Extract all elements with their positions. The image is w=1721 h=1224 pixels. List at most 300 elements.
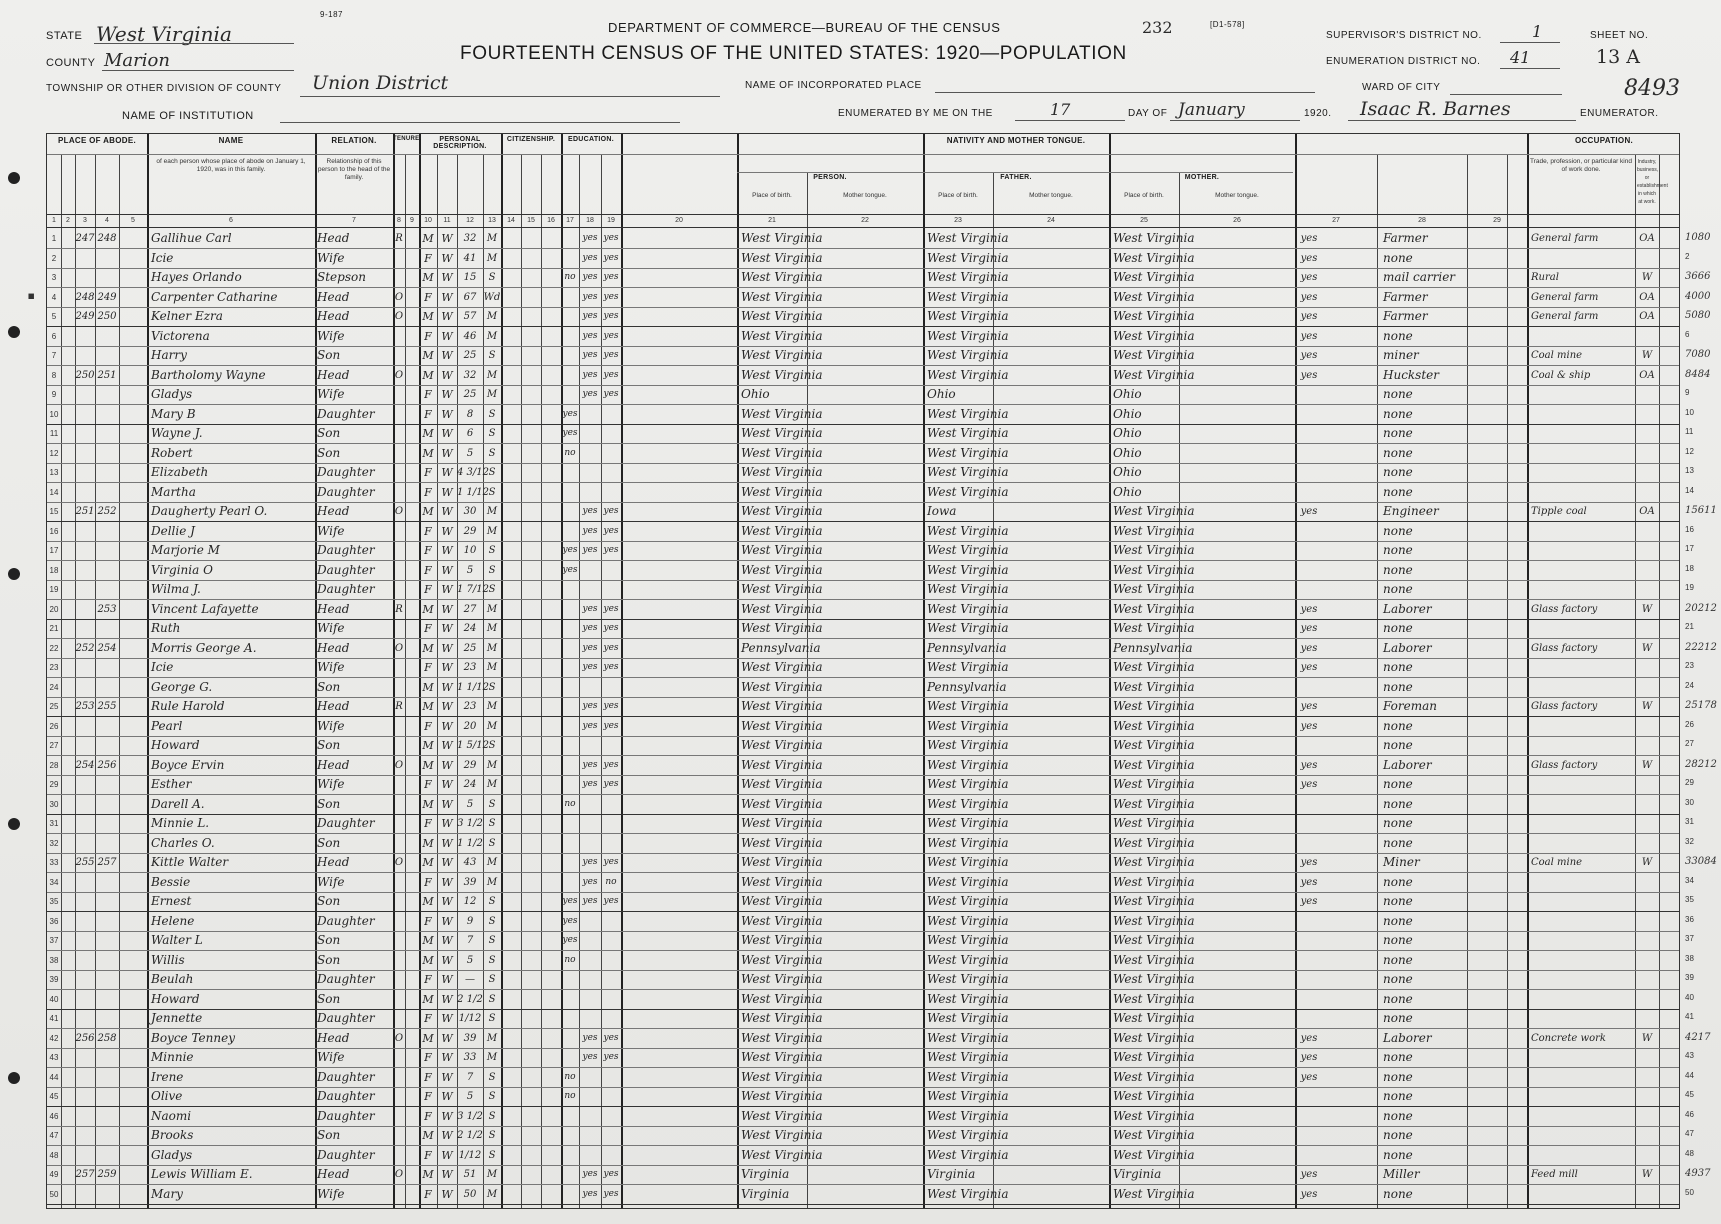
can-write: yes bbox=[603, 623, 619, 633]
age: 27 bbox=[463, 603, 477, 615]
marital-status: S bbox=[488, 545, 496, 556]
line-number: 50 bbox=[49, 1189, 59, 1199]
line-number: 39 bbox=[49, 975, 59, 984]
birthplace: West Virginia bbox=[741, 699, 823, 713]
mother-birthplace: West Virginia bbox=[1113, 913, 1195, 928]
person-name: Darell A. bbox=[151, 796, 205, 811]
sex: M bbox=[422, 856, 434, 869]
line-number: 35 bbox=[49, 897, 59, 906]
age: 1/12 bbox=[458, 1149, 482, 1161]
father-birthplace: West Virginia bbox=[927, 1128, 1009, 1142]
column-number: 7 bbox=[352, 217, 356, 224]
township-value: Union District bbox=[312, 72, 449, 94]
sex: F bbox=[424, 719, 432, 733]
family-number: 259 bbox=[97, 1169, 117, 1180]
sex: F bbox=[424, 778, 432, 791]
marital-status: M bbox=[486, 233, 498, 244]
table-row bbox=[47, 678, 1679, 697]
speaks-english: yes bbox=[1300, 1032, 1318, 1044]
binder-hole bbox=[8, 172, 20, 184]
stamp-number: 232 bbox=[1142, 18, 1173, 37]
age: 1 1/2 bbox=[457, 837, 483, 849]
column-number: 16 bbox=[547, 217, 555, 224]
age: 23 bbox=[463, 662, 477, 673]
margin-note: ▪ bbox=[24, 292, 37, 300]
line-number-right: 30 bbox=[1685, 797, 1694, 807]
father-birthplace: West Virginia bbox=[927, 972, 1009, 986]
mother-birthplace: West Virginia bbox=[1113, 309, 1195, 323]
age: — bbox=[465, 974, 475, 985]
race: W bbox=[441, 797, 453, 811]
can-write: yes bbox=[603, 779, 619, 789]
age: 5 bbox=[466, 564, 474, 576]
marital-status: S bbox=[488, 993, 496, 1005]
table-row bbox=[47, 1009, 1679, 1028]
line-number-right: 12 bbox=[1685, 446, 1694, 456]
occupation-industry: Rural bbox=[1531, 272, 1559, 283]
father-birthplace: West Virginia bbox=[927, 699, 1009, 713]
line-number-right: 40 bbox=[1685, 992, 1694, 1002]
group-mother: MOTHER. bbox=[1184, 174, 1220, 181]
person-name: Walter L bbox=[151, 933, 203, 947]
class-of-worker: W bbox=[1641, 350, 1653, 361]
can-write: yes bbox=[603, 662, 619, 672]
line-number-right: 37 bbox=[1685, 934, 1694, 943]
line-number: 32 bbox=[49, 838, 59, 848]
table-row bbox=[47, 327, 1679, 346]
occupation-trade: Miner bbox=[1383, 855, 1420, 869]
line-number-right: 34 bbox=[1685, 875, 1694, 885]
occupation-trade: none bbox=[1383, 621, 1413, 635]
family-number: 253 bbox=[97, 603, 117, 615]
can-write: yes bbox=[603, 389, 619, 399]
can-read: yes bbox=[582, 701, 598, 711]
sex: F bbox=[424, 1090, 432, 1103]
age: 25 bbox=[463, 642, 477, 654]
marital-status: M bbox=[486, 330, 498, 342]
group-education: EDUCATION. bbox=[567, 136, 615, 143]
relation: Son bbox=[317, 835, 341, 850]
age: 9 bbox=[466, 915, 474, 927]
can-read: yes bbox=[582, 779, 598, 789]
person-name: Vincent Lafayette bbox=[151, 601, 259, 616]
marital-status: S bbox=[488, 1071, 496, 1083]
state-label: STATE bbox=[46, 30, 83, 42]
table-row bbox=[47, 834, 1679, 853]
father-birthplace: West Virginia bbox=[927, 757, 1009, 772]
birthplace: West Virginia bbox=[741, 231, 823, 245]
person-name: Lewis William E. bbox=[151, 1167, 253, 1181]
table-row bbox=[47, 522, 1679, 541]
table-row bbox=[47, 541, 1679, 560]
person-name: Boyce Tenney bbox=[151, 1030, 235, 1045]
person-name: Virginia O bbox=[151, 562, 213, 577]
table-row bbox=[47, 795, 1679, 814]
mother-birthplace: West Virginia bbox=[1113, 250, 1195, 265]
mother-birthplace: West Virginia bbox=[1113, 289, 1195, 304]
occupation-trade: Miller bbox=[1383, 1167, 1420, 1181]
race: W bbox=[441, 953, 453, 967]
institution-label: NAME OF INSTITUTION bbox=[122, 110, 254, 122]
birthplace: West Virginia bbox=[741, 1147, 823, 1162]
can-write: yes bbox=[603, 642, 619, 653]
line-number-right: 35 bbox=[1685, 895, 1694, 904]
person-name: Howard bbox=[151, 738, 200, 752]
column-number: 29 bbox=[1493, 217, 1501, 224]
line-number-right: 32 bbox=[1685, 836, 1694, 846]
father-birthplace: West Virginia bbox=[927, 289, 1009, 304]
table-row bbox=[47, 249, 1679, 268]
can-read: yes bbox=[582, 311, 598, 321]
occupation-trade: mail carrier bbox=[1383, 270, 1456, 284]
occupation-trade: none bbox=[1383, 796, 1413, 811]
group-relation: RELATION. bbox=[331, 136, 377, 145]
dwelling-number: 255 bbox=[75, 857, 95, 868]
person-name: Pearl bbox=[151, 718, 183, 733]
person-name: Brooks bbox=[151, 1128, 194, 1142]
race: W bbox=[441, 310, 453, 323]
can-read: yes bbox=[582, 896, 598, 906]
occupation-industry: Coal mine bbox=[1531, 350, 1583, 361]
occupation-trade: Laborer bbox=[1383, 601, 1432, 616]
can-write: no bbox=[605, 876, 617, 887]
table-row bbox=[47, 288, 1679, 307]
race: W bbox=[441, 349, 453, 362]
line-number: 9 bbox=[51, 390, 57, 399]
enumeration-value: 41 bbox=[1510, 48, 1531, 67]
can-write: yes bbox=[603, 506, 619, 516]
family-number: 251 bbox=[97, 369, 117, 381]
age: 2 1/2 bbox=[457, 1130, 483, 1141]
occupation-trade: none bbox=[1383, 1128, 1413, 1142]
race: W bbox=[441, 524, 453, 538]
table-row bbox=[47, 892, 1679, 911]
sex: M bbox=[422, 1168, 434, 1181]
speaks-english: yes bbox=[1300, 857, 1318, 868]
race: W bbox=[441, 563, 453, 577]
marital-status: M bbox=[486, 662, 498, 673]
marital-status: S bbox=[488, 584, 496, 595]
relation: Head bbox=[317, 1030, 350, 1045]
group-tenure: TENURE. bbox=[393, 136, 422, 142]
sex: F bbox=[424, 544, 432, 557]
attended-school: yes bbox=[562, 428, 578, 438]
sex: F bbox=[424, 329, 432, 343]
line-number: 30 bbox=[49, 799, 59, 809]
column-number: 24 bbox=[1047, 217, 1055, 224]
relation: Wife bbox=[317, 777, 345, 791]
race: W bbox=[441, 1129, 453, 1142]
race: W bbox=[441, 680, 453, 694]
birthplace: West Virginia bbox=[741, 874, 823, 889]
column-number: 1 bbox=[52, 217, 56, 224]
person-name: Mary B bbox=[151, 406, 196, 421]
birthplace: West Virginia bbox=[741, 328, 823, 343]
age: 4 3/12 bbox=[457, 467, 489, 478]
table-row bbox=[47, 951, 1679, 970]
sex: M bbox=[422, 680, 434, 694]
father-birthplace: West Virginia bbox=[927, 328, 1009, 343]
table-row bbox=[47, 268, 1679, 287]
age: 12 bbox=[463, 896, 477, 907]
line-number: 17 bbox=[49, 546, 59, 555]
race: W bbox=[441, 1070, 453, 1084]
occupation-industry: Glass factory bbox=[1531, 701, 1598, 712]
person-name: Dellie J bbox=[151, 523, 195, 538]
line-number: 48 bbox=[49, 1150, 59, 1160]
father-birthplace: Pennsylvania bbox=[927, 640, 1007, 655]
father-birthplace: West Virginia bbox=[927, 348, 1009, 362]
marital-status: M bbox=[486, 525, 498, 537]
person-name: Minnie L. bbox=[151, 816, 210, 830]
race: W bbox=[441, 232, 453, 245]
person-name: Martha bbox=[151, 484, 196, 499]
race: W bbox=[441, 817, 453, 830]
attended-school: no bbox=[564, 798, 576, 809]
marital-status: M bbox=[486, 759, 498, 771]
occupation-trade: none bbox=[1383, 1089, 1413, 1103]
father-birthplace: West Virginia bbox=[927, 1069, 1009, 1084]
sex: F bbox=[424, 914, 432, 928]
person-name: Kelner Ezra bbox=[151, 309, 223, 323]
can-read: yes bbox=[582, 330, 598, 341]
dwelling-number: 250 bbox=[75, 369, 95, 381]
attended-school: yes bbox=[562, 564, 578, 575]
line-number: 16 bbox=[49, 526, 59, 536]
race: W bbox=[441, 446, 453, 460]
speaks-english: yes bbox=[1300, 369, 1318, 381]
margin-annotation: 4217 bbox=[1685, 1031, 1711, 1043]
age: 30 bbox=[463, 506, 477, 517]
industry-header: Industry, business, or establishment in which at work. bbox=[1637, 159, 1668, 205]
line-number-right: 21 bbox=[1685, 622, 1694, 631]
line-number-right: 31 bbox=[1685, 817, 1694, 826]
occupation-trade: Farmer bbox=[1383, 289, 1428, 304]
speaks-english: yes bbox=[1300, 1169, 1318, 1180]
attended-school: yes bbox=[562, 935, 578, 945]
marital-status: Wd bbox=[483, 291, 501, 303]
age: 51 bbox=[463, 1169, 477, 1180]
family-number: 256 bbox=[97, 759, 117, 771]
column-number: 26 bbox=[1233, 217, 1241, 224]
occupation-trade: none bbox=[1383, 679, 1413, 694]
line-number: 12 bbox=[49, 448, 59, 458]
table-row bbox=[47, 229, 1679, 248]
corner-number: 8493 bbox=[1624, 76, 1680, 101]
sex: F bbox=[424, 290, 432, 304]
birthplace: West Virginia bbox=[741, 894, 823, 908]
sex: F bbox=[424, 1187, 432, 1201]
margin-annotation: 4000 bbox=[1685, 290, 1711, 302]
marital-status: M bbox=[486, 876, 498, 888]
age: 24 bbox=[463, 623, 477, 634]
attended-school: yes bbox=[562, 545, 578, 555]
table-row bbox=[47, 385, 1679, 404]
father-birthplace: West Virginia bbox=[927, 621, 1009, 635]
can-read: yes bbox=[582, 233, 598, 243]
line-number-right: 13 bbox=[1685, 466, 1694, 475]
birthplace: West Virginia bbox=[741, 835, 823, 850]
can-read: yes bbox=[582, 369, 598, 380]
relation: Head bbox=[317, 640, 350, 655]
line-number-right: 36 bbox=[1685, 914, 1694, 924]
margin-annotation: 8484 bbox=[1685, 368, 1711, 380]
line-number-right: 46 bbox=[1685, 1109, 1694, 1119]
birthplace: West Virginia bbox=[741, 601, 823, 616]
marital-status: S bbox=[488, 818, 496, 829]
relation: Head bbox=[317, 367, 350, 382]
birthplace: West Virginia bbox=[741, 913, 823, 928]
age: 50 bbox=[463, 1188, 477, 1200]
birthplace: West Virginia bbox=[741, 1050, 823, 1064]
occupation-industry: Feed mill bbox=[1531, 1169, 1578, 1180]
trade-header: Trade, profession, or particular kind of work done. bbox=[1529, 158, 1632, 173]
mother-birthplace: West Virginia bbox=[1113, 718, 1195, 733]
table-row bbox=[47, 775, 1679, 794]
race: W bbox=[441, 661, 453, 674]
mother-birthplace: West Virginia bbox=[1113, 523, 1195, 538]
line-number: 15 bbox=[49, 507, 59, 516]
sheet-value: 13 A bbox=[1596, 46, 1640, 68]
can-read: yes bbox=[582, 857, 598, 867]
occupation-trade: none bbox=[1383, 972, 1413, 986]
county-value: Marion bbox=[104, 50, 170, 71]
mother-birthplace: West Virginia bbox=[1113, 874, 1195, 889]
can-write: yes bbox=[603, 233, 619, 243]
line-number-right: 26 bbox=[1685, 719, 1694, 729]
class-of-worker: W bbox=[1641, 857, 1653, 868]
father-birthplace: Iowa bbox=[927, 504, 957, 518]
mother-birthplace: West Virginia bbox=[1113, 231, 1195, 245]
mother-birthplace: West Virginia bbox=[1113, 504, 1195, 518]
line-number-right: 9 bbox=[1685, 388, 1690, 397]
family-number: 252 bbox=[97, 506, 117, 517]
speaks-english: yes bbox=[1300, 311, 1318, 322]
line-number-right: 2 bbox=[1685, 251, 1690, 261]
marital-status: S bbox=[488, 915, 496, 927]
line-number: 1 bbox=[51, 234, 57, 243]
birthplace: West Virginia bbox=[741, 445, 823, 460]
table-row bbox=[47, 619, 1679, 638]
father-birthplace: West Virginia bbox=[927, 426, 1009, 440]
father-birthplace: West Virginia bbox=[927, 523, 1009, 538]
occupation-trade: none bbox=[1383, 582, 1413, 596]
line-number: 28 bbox=[49, 760, 59, 770]
table-row bbox=[47, 1087, 1679, 1106]
person-name: Hayes Orlando bbox=[151, 270, 242, 284]
county-label: COUNTY bbox=[46, 57, 96, 69]
can-write: yes bbox=[603, 272, 619, 282]
occupation-industry: General farm bbox=[1531, 233, 1599, 244]
relation: Daughter bbox=[317, 1089, 375, 1103]
sex: M bbox=[422, 1129, 434, 1142]
speaks-english: yes bbox=[1300, 233, 1318, 244]
age: 5 bbox=[466, 447, 474, 459]
relation: Wife bbox=[317, 1186, 345, 1201]
race: W bbox=[441, 1148, 453, 1162]
tenure: R bbox=[395, 603, 403, 615]
age: 24 bbox=[463, 779, 477, 790]
age: 3 1/2 bbox=[457, 818, 483, 829]
race: W bbox=[441, 485, 453, 499]
father-birthplace: Pennsylvania bbox=[927, 679, 1007, 694]
can-read: yes bbox=[582, 272, 598, 282]
class-of-worker: OA bbox=[1639, 506, 1655, 517]
table-row bbox=[47, 990, 1679, 1009]
line-number-right: 50 bbox=[1685, 1187, 1694, 1197]
race: W bbox=[441, 1168, 453, 1181]
father-birthplace: West Virginia bbox=[927, 796, 1009, 811]
margin-annotation: 15611 bbox=[1685, 505, 1717, 516]
race: W bbox=[441, 544, 453, 557]
age: 1 1/12 bbox=[457, 681, 489, 693]
speaks-english: yes bbox=[1300, 350, 1318, 361]
birthplace: West Virginia bbox=[741, 816, 823, 830]
age: 39 bbox=[463, 1032, 477, 1044]
person-name: Icie bbox=[151, 250, 174, 265]
speaks-english: yes bbox=[1300, 720, 1318, 732]
column-number: 8 bbox=[397, 217, 401, 224]
birthplace: Pennsylvania bbox=[741, 640, 821, 655]
can-read: yes bbox=[582, 545, 598, 555]
line-number-right: 10 bbox=[1685, 407, 1694, 417]
sex: F bbox=[424, 251, 432, 265]
birthplace: Ohio bbox=[741, 387, 770, 401]
tenure: R bbox=[395, 233, 403, 244]
occupation-industry: Tipple coal bbox=[1531, 506, 1587, 517]
race: W bbox=[441, 778, 453, 791]
birthplace: Virginia bbox=[741, 1186, 790, 1201]
family-number: 254 bbox=[97, 642, 117, 654]
margin-annotation: 5080 bbox=[1685, 310, 1711, 321]
table-row bbox=[47, 912, 1679, 931]
family-number: 250 bbox=[97, 311, 117, 322]
relation: Wife bbox=[317, 621, 345, 635]
relation: Son bbox=[317, 933, 341, 947]
line-number: 43 bbox=[49, 1053, 59, 1062]
form-id: [D1-578] bbox=[1210, 20, 1245, 29]
age: 1/12 bbox=[458, 1013, 482, 1024]
table-row bbox=[47, 307, 1679, 326]
father-birthplace: West Virginia bbox=[927, 1186, 1009, 1201]
sex: M bbox=[422, 700, 434, 713]
table-row bbox=[47, 873, 1679, 892]
birthplace: West Virginia bbox=[741, 504, 823, 518]
birthplace: West Virginia bbox=[741, 1069, 823, 1084]
dwelling-number: 254 bbox=[75, 759, 95, 771]
occupation-trade: Engineer bbox=[1383, 504, 1439, 518]
occupation-trade: none bbox=[1383, 718, 1413, 733]
occupation-trade: none bbox=[1383, 484, 1413, 499]
race: W bbox=[441, 700, 453, 713]
can-read: yes bbox=[582, 1052, 598, 1062]
group-place: PLACE OF ABODE. bbox=[58, 136, 136, 145]
can-read: yes bbox=[582, 1032, 598, 1043]
line-number-right: 11 bbox=[1685, 427, 1694, 436]
tenure: O bbox=[394, 291, 404, 303]
birthplace: West Virginia bbox=[741, 309, 823, 323]
marital-status: S bbox=[488, 740, 496, 751]
table-row bbox=[47, 483, 1679, 502]
can-write: yes bbox=[603, 1052, 619, 1062]
age: 32 bbox=[463, 233, 477, 244]
occupation-trade: none bbox=[1383, 543, 1413, 557]
can-write: yes bbox=[603, 701, 619, 711]
line-number-right: 48 bbox=[1685, 1148, 1694, 1158]
mother-birthplace: West Virginia bbox=[1113, 952, 1195, 967]
line-number: 40 bbox=[49, 994, 59, 1004]
relation: Wife bbox=[317, 250, 345, 265]
